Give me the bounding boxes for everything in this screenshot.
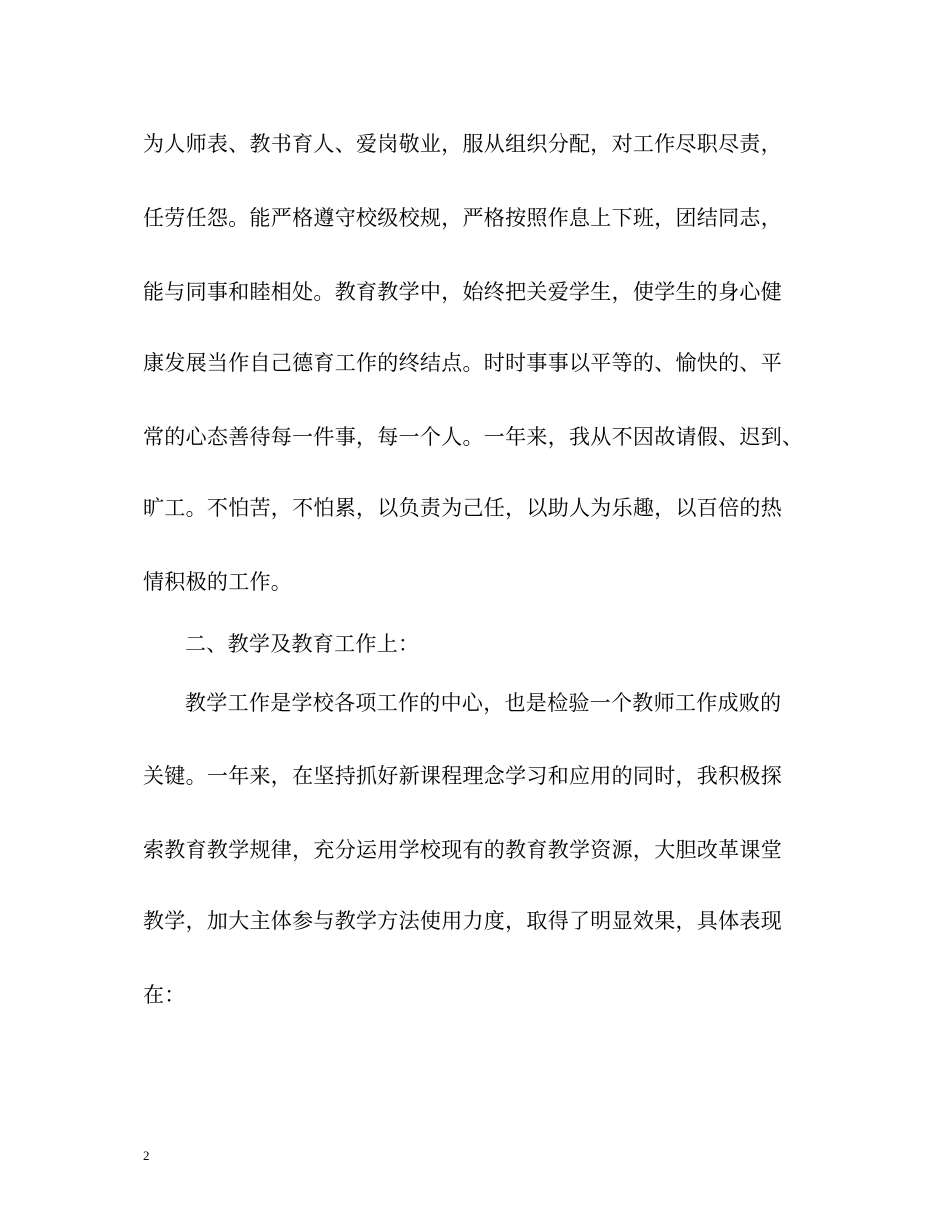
text-line-5: 常的心态善待每一件事，每一个人。一年来，我从不因故请假、迟到、 <box>143 425 804 449</box>
text-line-12: 教学，加大主体参与教学方法使用力度，取得了明显效果，具体表现 <box>143 909 782 933</box>
text-line-9: 教学工作是学校各项工作的中心，也是检验一个教师工作成败的 <box>185 691 782 715</box>
text-line-3: 能与同事和睦相处。教育教学中，始终把关爱学生，使学生的身心健 <box>143 280 782 304</box>
page-number: 2 <box>143 1148 150 1163</box>
text-line-4: 康发展当作自己德育工作的终结点。时时事事以平等的、愉快的、平 <box>143 351 782 375</box>
text-line-2: 任劳任怨。能严格遵守校级校规，严格按照作息上下班，团结同志， <box>143 206 782 230</box>
text-line-1: 为人师表、教书育人、爱岗敬业，服从组织分配，对工作尽职尽责， <box>143 132 782 156</box>
text-line-6: 旷工。不怕苦，不怕累，以负责为己任，以助人为乐趣，以百倍的热 <box>143 496 782 520</box>
section-heading: 二、教学及教育工作上： <box>185 632 420 656</box>
text-line-10: 关键。一年来，在坚持抓好新课程理念学习和应用的同时，我积极探 <box>143 764 782 788</box>
text-line-7: 情积极的工作。 <box>143 570 293 594</box>
text-line-11: 索教育教学规律，充分运用学校现有的教育教学资源，大胆改革课堂 <box>143 838 782 862</box>
text-line-13: 在： <box>143 983 186 1007</box>
